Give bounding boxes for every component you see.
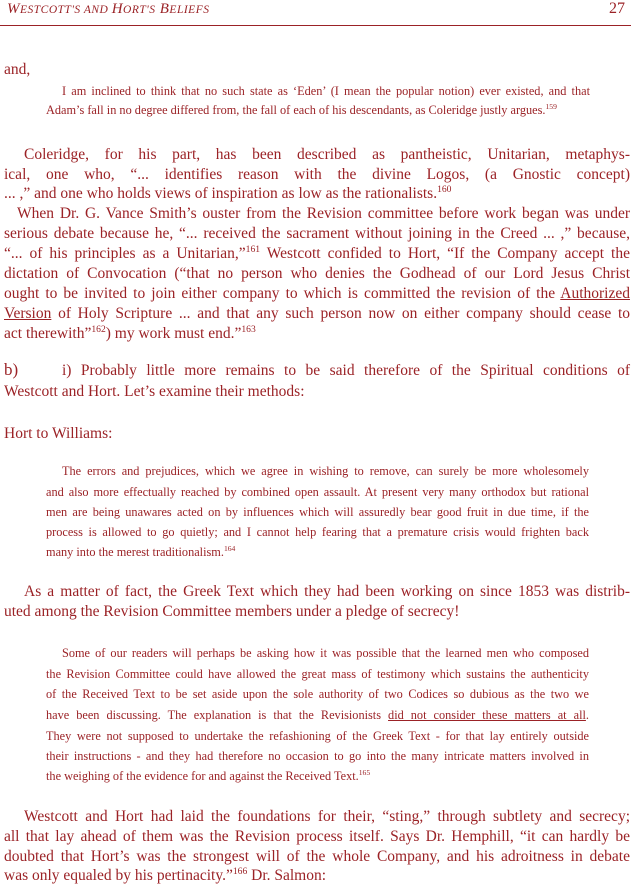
text-line: Westcott and Hort. Let’s examine their methods: bbox=[4, 383, 305, 400]
footnote-ref: 164 bbox=[223, 543, 236, 553]
text-line: serious debate because he, “... received the sacrament without joining in the Creed ... ,” because, bbox=[4, 225, 630, 242]
text-line: Coleridge, for his part, has been described as pantheistic, Unitarian, metaphys- bbox=[24, 146, 630, 163]
text-line: all that lay ahead of them was the Revision process itself. Says Dr. Hemphill, “it can hardly be bbox=[4, 828, 630, 845]
footnote-ref: 166 bbox=[232, 865, 248, 877]
footnote-ref: 160 bbox=[437, 183, 452, 195]
text-line: Version of Holy Scripture ... and that any such person now on either company should cease to bbox=[4, 305, 630, 322]
quote-line: the Revision Committee could have allowed the great mass of testimony which sustains the authenticity bbox=[46, 667, 589, 681]
text-line: ical, one who, “... identifies reason with the divine Logos, (a Gnostic concept) bbox=[4, 166, 630, 183]
footnote-ref: 162 bbox=[91, 323, 106, 335]
text-line: Hort to Williams: bbox=[4, 425, 113, 442]
quote-line: the weighing of the evidence for and against the Received Text.$^{165}$ bbox=[46, 767, 371, 783]
section-label: b) bbox=[4, 360, 19, 379]
quote-line: The errors and prejudices, which we agree in wishing to remove, can surely be more wholesomely bbox=[62, 464, 589, 478]
quote-line: their instructions - and they had therefore no occasion to go into the many intricate matters involved in bbox=[46, 749, 589, 763]
header-rule bbox=[0, 25, 631, 26]
footnote-ref: 163 bbox=[241, 323, 256, 335]
quote-line: have been discussing. The explanation is that the Revisionists did not consider these matters at all. bbox=[46, 708, 589, 722]
quote-line: process is allowed to go quietly; and I cannot help fearing that a premature crisis would frighten back bbox=[46, 525, 589, 539]
text-line: dictation of Convocation (“that no person who denies the Godhead of our Lord Jesus Christ bbox=[4, 265, 630, 282]
text-line: Westcott and Hort had laid the foundations for their, “sting,” through subtlety and secrecy; bbox=[24, 808, 630, 825]
text-line: act therewith”$^{162}$) my work must end.”$^{163}$ bbox=[4, 323, 256, 342]
quote-line: men are being unawares acted on by influences which will assuredly bear good fruit in due time, if the bbox=[46, 505, 589, 519]
footnote-ref: 159 bbox=[545, 101, 557, 111]
running-header-title: WESTCOTT'S AND HORT'S BELIEFS bbox=[7, 1, 210, 17]
quote-line: of the Received Text to be set aside upon the sole authority of two Codices so dubious as the two we bbox=[46, 687, 589, 701]
quote-line: I am inclined to think that no such state as ‘Eden’ (I mean the popular notion) ever existed, and that bbox=[62, 84, 590, 98]
quote-line: Some of our readers will perhaps be asking how it was possible that the learned men who composed bbox=[62, 646, 589, 660]
footnote-ref: 165 bbox=[358, 767, 371, 777]
text-line: and, bbox=[4, 61, 31, 78]
text-line: doubted that Hort’s was the strongest will of the whole Company, and his adroitness in debate bbox=[4, 848, 630, 865]
page-number: 27 bbox=[609, 0, 625, 17]
quote-line: Adam’s fall in no degree differed from, the fall of each of his descendants, as Coleridge justly argues.$^{159}$ bbox=[46, 101, 557, 117]
text-line: ought to be invited to join either company to which is committed the revision of the Authorized bbox=[4, 285, 630, 302]
text-line: As a matter of fact, the Greek Text which they had been working on since 1853 was distrib- bbox=[24, 583, 630, 600]
text-line: When Dr. G. Vance Smith’s ouster from the Revision committee before work began was under bbox=[17, 205, 630, 222]
text-line: was only equaled by his pertinacity.”$^{166}$ Dr. Salmon: bbox=[4, 865, 327, 884]
text-line: “... of his principles as a Unitarian,”$^{161}$ Westcott confided to Hort, “If the Company accept the bbox=[4, 243, 630, 262]
text-line: i) Probably little more remains to be said therefore of the Spiritual conditions of bbox=[62, 362, 630, 379]
quote-line: They were not supposed to undertake the refashioning of the Greek Text - for that lay entirely outside bbox=[46, 729, 589, 743]
quote-line: many into the merest traditionalism.$^{164}$ bbox=[46, 543, 236, 559]
text-line: ... ,” and one who holds views of inspiration as low as the rationalists.$^{160}$ bbox=[4, 183, 452, 202]
footnote-ref: 161 bbox=[245, 243, 261, 255]
quote-line: and also more effectually reached by combined open assault. At present very many orthodox but rational bbox=[46, 485, 589, 499]
text-line: uted among the Revision Committee members under a pledge of secrecy! bbox=[4, 603, 460, 620]
